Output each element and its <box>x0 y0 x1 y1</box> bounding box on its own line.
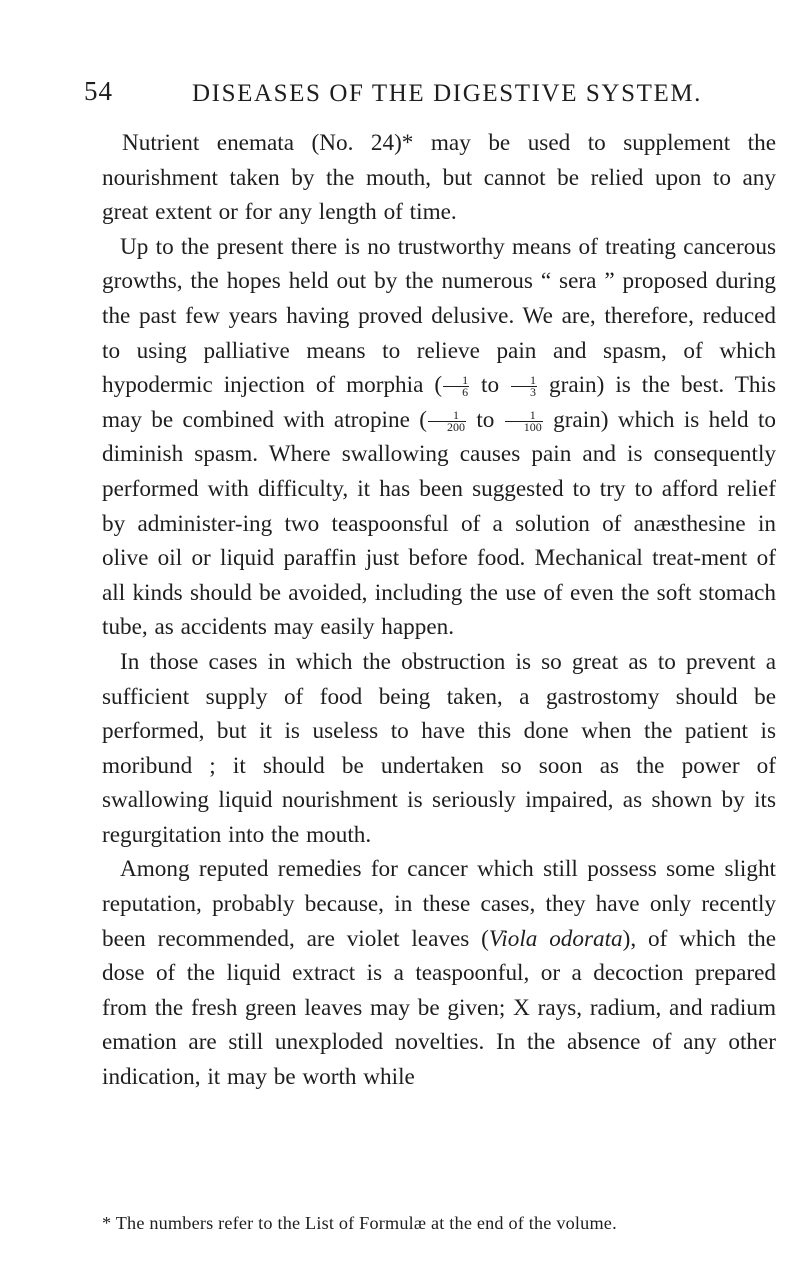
fraction-numerator: 1 <box>505 410 543 422</box>
fraction-denominator: 100 <box>523 419 542 434</box>
fraction-one-third <box>511 375 537 398</box>
species-name: Viola odorata <box>488 925 623 952</box>
paragraph-reputed-remedies <box>102 852 776 1094</box>
paragraph-text: to <box>466 406 504 433</box>
fraction-numerator: 1 <box>511 375 537 387</box>
page-number: 54 <box>84 76 113 106</box>
fraction-denominator: 3 <box>530 385 537 400</box>
fraction-one-two-hundredth <box>428 407 466 434</box>
fraction-one-hundredth <box>505 407 543 434</box>
fraction-one-sixth <box>443 375 469 398</box>
fraction-denominator: 6 <box>462 385 469 400</box>
paragraph-palliative-means <box>102 230 776 645</box>
fraction-numerator: 1 <box>428 410 466 422</box>
paragraph-nutrient-enemata: Nutrient enemata (No. 24)* may be used to supplement the nourishment taken by the mouth, but cannot be relied upon to any great extent or for any length of time. <box>102 130 776 226</box>
fraction-numerator: 1 <box>443 375 469 387</box>
paragraph-text: grain) is the best. This may be combined with atropine ( <box>102 372 776 433</box>
body-text <box>102 126 776 1095</box>
paragraph-text: Up to the present there is no trustworthy means of treating cancerous growths, the hopes held out by the numerous “ sera ” proposed during the past few years having proved delusive. We are, therefore, reduced to using palliative means to relieve pain and spasm, of which hypodermic injection of morphia ( <box>102 233 776 399</box>
footnote: * The numbers refer to the List of Formulæ at the end of the volume. <box>102 1213 617 1233</box>
running-head: DISEASES OF THE DIGESTIVE SYSTEM. <box>192 80 703 107</box>
paragraph-text: Among reputed remedies for cancer which still possess some slight reputation, probably because, in these cases, they have only recently been recommended, are violet leaves ( <box>102 856 776 952</box>
fraction-denominator: 200 <box>446 419 465 434</box>
paragraph-gastrostomy: In those cases in which the obstruction is so great as to prevent a sufficient supply of food being taken, a gastrostomy should be performed, but it is useless to have this done when the patient is moribund ; it should be undertaken so soon as the power of swallowing liquid nourishment is seriously impaired, as shown by its regurgitation into the mouth. <box>102 648 776 848</box>
paragraph-text: ), of which the dose of the liquid extract is a teaspoonful, or a decoction prepared from the fresh green leaves may be given; X rays, radium, and radium emation are still unexploded novelties. In the absence of any other indication, it may be worth while <box>102 925 776 1091</box>
paragraph-text: to <box>470 372 511 399</box>
page-header <box>84 76 774 120</box>
paragraph-text: grain) which is held to diminish spasm. Where swallowing causes pain and is consequently performed with difficulty, it has been suggested to try to afford relief by administer-ing two teaspoonsful of a solution of anæsthesine in olive oil or liquid paraffin just before food. Mechanical treat-ment of all kinds should be avoided, including the use of even the soft stomach tube, as accidents may easily happen. <box>102 406 776 641</box>
